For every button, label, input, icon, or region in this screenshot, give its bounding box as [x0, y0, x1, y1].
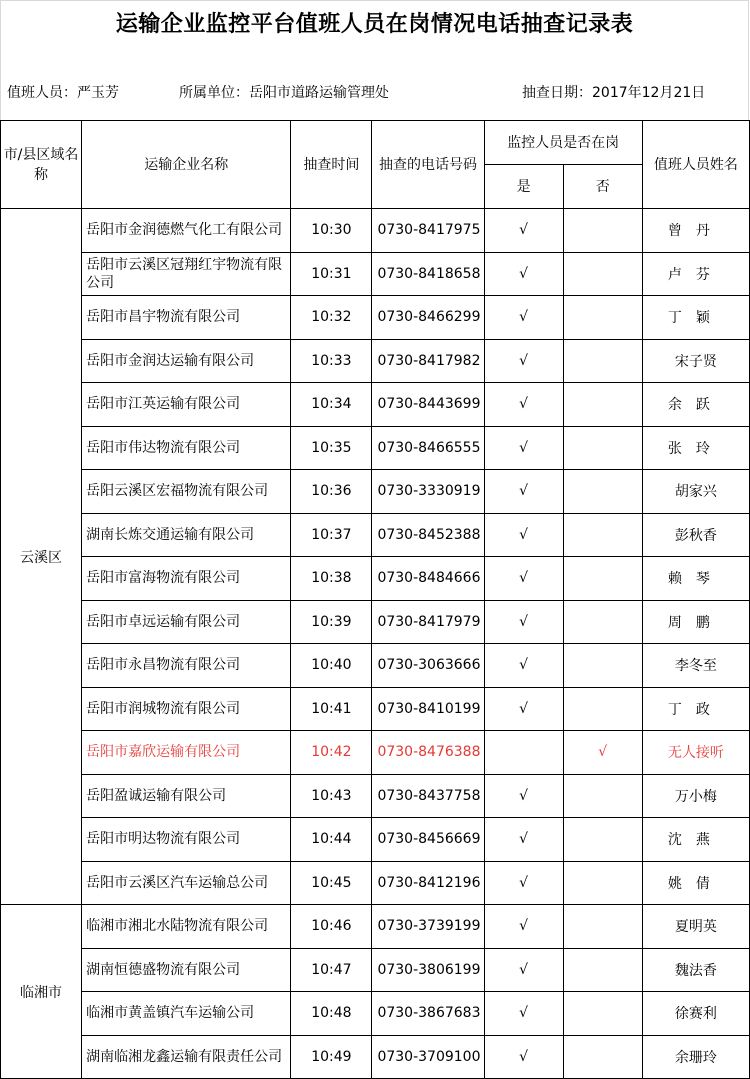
no-cell — [563, 644, 642, 688]
time-cell: 10:34 — [291, 383, 372, 427]
time-cell: 10:47 — [291, 948, 372, 992]
phone-cell: 0730-8417982 — [372, 339, 484, 383]
time-cell: 10:39 — [291, 600, 372, 644]
time-cell: 10:49 — [291, 1035, 372, 1079]
yes-cell: √ — [484, 557, 563, 601]
person-cell: 彭秋香 — [642, 513, 749, 557]
time-cell: 10:35 — [291, 426, 372, 470]
time-cell: 10:45 — [291, 861, 372, 905]
phone-cell: 0730-3063666 — [372, 644, 484, 688]
person-cell: 万小梅 — [642, 774, 749, 818]
person-cell: 周鹏 — [642, 600, 749, 644]
header-row — [1, 121, 750, 165]
phone-cell: 0730-8417975 — [372, 209, 484, 253]
no-cell — [563, 948, 642, 992]
table-row — [1, 426, 750, 470]
yes-cell: √ — [484, 861, 563, 905]
time-cell: 10:31 — [291, 252, 372, 296]
person-cell: 徐赛利 — [642, 992, 749, 1036]
time-cell: 10:41 — [291, 687, 372, 731]
person-cell: 沈燕 — [642, 818, 749, 862]
table-row — [1, 687, 750, 731]
phone-cell: 0730-8466555 — [372, 426, 484, 470]
unit: 所属单位：岳阳市道路运输管理处 — [179, 85, 389, 101]
no-cell — [563, 470, 642, 514]
table-row — [1, 252, 750, 296]
phone-cell: 0730-8466299 — [372, 296, 484, 340]
company-cell: 岳阳市润城物流有限公司 — [82, 687, 291, 731]
record-table — [0, 120, 750, 1079]
person-cell: 余珊玲 — [642, 1035, 749, 1079]
yes-cell: √ — [484, 774, 563, 818]
no-cell — [563, 861, 642, 905]
time-cell: 10:32 — [291, 296, 372, 340]
table-row — [1, 557, 750, 601]
table-row — [1, 992, 750, 1036]
phone-cell: 0730-8452388 — [372, 513, 484, 557]
title-row — [0, 0, 749, 60]
no-cell — [563, 992, 642, 1036]
phone-cell: 0730-8437758 — [372, 774, 484, 818]
table-row — [1, 905, 750, 949]
no-cell — [563, 1035, 642, 1079]
yes-cell: √ — [484, 818, 563, 862]
company-cell: 岳阳市卓远运输有限公司 — [82, 600, 291, 644]
person-cell: 余跃 — [642, 383, 749, 427]
phone-cell: 0730-3867683 — [372, 992, 484, 1036]
no-cell — [563, 426, 642, 470]
no-cell — [563, 296, 642, 340]
no-cell — [563, 600, 642, 644]
header-onduty: 监控人员是否在岗 — [484, 121, 642, 165]
yes-cell: √ — [484, 948, 563, 992]
header-time: 抽查时间 — [291, 121, 372, 209]
region-cell: 云溪区 — [1, 209, 82, 905]
yes-cell: √ — [484, 252, 563, 296]
no-cell — [563, 252, 642, 296]
company-cell: 湖南恒德盛物流有限公司 — [82, 948, 291, 992]
person-cell: 李冬至 — [642, 644, 749, 688]
company-cell: 岳阳市江英运输有限公司 — [82, 383, 291, 427]
phone-cell: 0730-8410199 — [372, 687, 484, 731]
company-cell: 临湘市湘北水陆物流有限公司 — [82, 905, 291, 949]
no-cell: √ — [563, 731, 642, 775]
person-cell: 丁颖 — [642, 296, 749, 340]
no-cell — [563, 513, 642, 557]
table-row — [1, 948, 750, 992]
table-row — [1, 1035, 750, 1079]
yes-cell — [484, 731, 563, 775]
company-cell: 湖南临湘龙鑫运输有限责任公司 — [82, 1035, 291, 1079]
info-row — [0, 60, 749, 120]
company-cell: 岳阳市明达物流有限公司 — [82, 818, 291, 862]
phone-cell: 0730-3709100 — [372, 1035, 484, 1079]
time-cell: 10:30 — [291, 209, 372, 253]
header-no: 否 — [563, 165, 642, 209]
company-cell: 岳阳盈诚运输有限公司 — [82, 774, 291, 818]
yes-cell: √ — [484, 992, 563, 1036]
no-cell — [563, 339, 642, 383]
person-cell: 夏明英 — [642, 905, 749, 949]
check-date: 抽查日期：2017年12月21日 — [522, 85, 706, 101]
no-cell — [563, 905, 642, 949]
table-row — [1, 209, 750, 253]
table-row — [1, 731, 750, 775]
company-cell: 湖南长炼交通运输有限公司 — [82, 513, 291, 557]
yes-cell: √ — [484, 383, 563, 427]
time-cell: 10:33 — [291, 339, 372, 383]
table-row — [1, 600, 750, 644]
time-cell: 10:40 — [291, 644, 372, 688]
company-cell: 岳阳市嘉欣运输有限公司 — [82, 731, 291, 775]
person-cell: 丁政 — [642, 687, 749, 731]
phone-cell: 0730-8476388 — [372, 731, 484, 775]
header-person: 值班人员姓名 — [642, 121, 749, 209]
yes-cell: √ — [484, 644, 563, 688]
person-cell: 曾丹 — [642, 209, 749, 253]
yes-cell: √ — [484, 339, 563, 383]
header-phone: 抽查的电话号码 — [372, 121, 484, 209]
header-region: 市/县区域名称 — [1, 121, 82, 209]
time-cell: 10:37 — [291, 513, 372, 557]
no-cell — [563, 818, 642, 862]
company-cell: 岳阳市云溪区汽车运输总公司 — [82, 861, 291, 905]
company-cell: 岳阳云溪区宏福物流有限公司 — [82, 470, 291, 514]
no-cell — [563, 774, 642, 818]
person-cell: 张玲 — [642, 426, 749, 470]
yes-cell: √ — [484, 1035, 563, 1079]
person-cell: 宋子贤 — [642, 339, 749, 383]
table-row — [1, 339, 750, 383]
table-row — [1, 774, 750, 818]
phone-cell: 0730-8484666 — [372, 557, 484, 601]
phone-cell: 0730-8417979 — [372, 600, 484, 644]
person-cell: 魏法香 — [642, 948, 749, 992]
no-cell — [563, 557, 642, 601]
yes-cell: √ — [484, 209, 563, 253]
yes-cell: √ — [484, 513, 563, 557]
no-cell — [563, 687, 642, 731]
company-cell: 岳阳市伟达物流有限公司 — [82, 426, 291, 470]
table-row — [1, 644, 750, 688]
time-cell: 10:38 — [291, 557, 372, 601]
time-cell: 10:46 — [291, 905, 372, 949]
person-cell: 无人接听 — [642, 731, 749, 775]
yes-cell: √ — [484, 296, 563, 340]
no-cell — [563, 209, 642, 253]
time-cell: 10:48 — [291, 992, 372, 1036]
company-cell: 岳阳市金润达运输有限公司 — [82, 339, 291, 383]
company-cell: 岳阳市富海物流有限公司 — [82, 557, 291, 601]
time-cell: 10:36 — [291, 470, 372, 514]
company-cell: 岳阳市云溪区冠翔红宇物流有限公司 — [82, 252, 291, 296]
time-cell: 10:43 — [291, 774, 372, 818]
phone-cell: 0730-8418658 — [372, 252, 484, 296]
time-cell: 10:44 — [291, 818, 372, 862]
person-cell: 姚倩 — [642, 861, 749, 905]
header-yes: 是 — [484, 165, 563, 209]
yes-cell: √ — [484, 600, 563, 644]
table-row — [1, 818, 750, 862]
person-cell: 卢芬 — [642, 252, 749, 296]
duty-person: 值班人员：严玉芳 — [7, 85, 119, 101]
phone-cell: 0730-3739199 — [372, 905, 484, 949]
phone-cell: 0730-3330919 — [372, 470, 484, 514]
page-title: 运输企业监控平台值班人员在岗情况电话抽查记录表 — [115, 12, 634, 37]
person-cell: 胡家兴 — [642, 470, 749, 514]
yes-cell: √ — [484, 426, 563, 470]
phone-cell: 0730-8443699 — [372, 383, 484, 427]
phone-cell: 0730-8412196 — [372, 861, 484, 905]
table-row — [1, 470, 750, 514]
phone-cell: 0730-8456669 — [372, 818, 484, 862]
time-cell: 10:42 — [291, 731, 372, 775]
company-cell: 岳阳市永昌物流有限公司 — [82, 644, 291, 688]
header-company: 运输企业名称 — [82, 121, 291, 209]
company-cell: 岳阳市昌宇物流有限公司 — [82, 296, 291, 340]
no-cell — [563, 383, 642, 427]
phone-cell: 0730-3806199 — [372, 948, 484, 992]
table-row — [1, 296, 750, 340]
region-cell: 临湘市 — [1, 905, 82, 1079]
person-cell: 赖琴 — [642, 557, 749, 601]
table-row — [1, 513, 750, 557]
yes-cell: √ — [484, 470, 563, 514]
table-row — [1, 383, 750, 427]
yes-cell: √ — [484, 687, 563, 731]
company-cell: 临湘市黄盖镇汽车运输公司 — [82, 992, 291, 1036]
yes-cell: √ — [484, 905, 563, 949]
table-row — [1, 861, 750, 905]
company-cell: 岳阳市金润德燃气化工有限公司 — [82, 209, 291, 253]
